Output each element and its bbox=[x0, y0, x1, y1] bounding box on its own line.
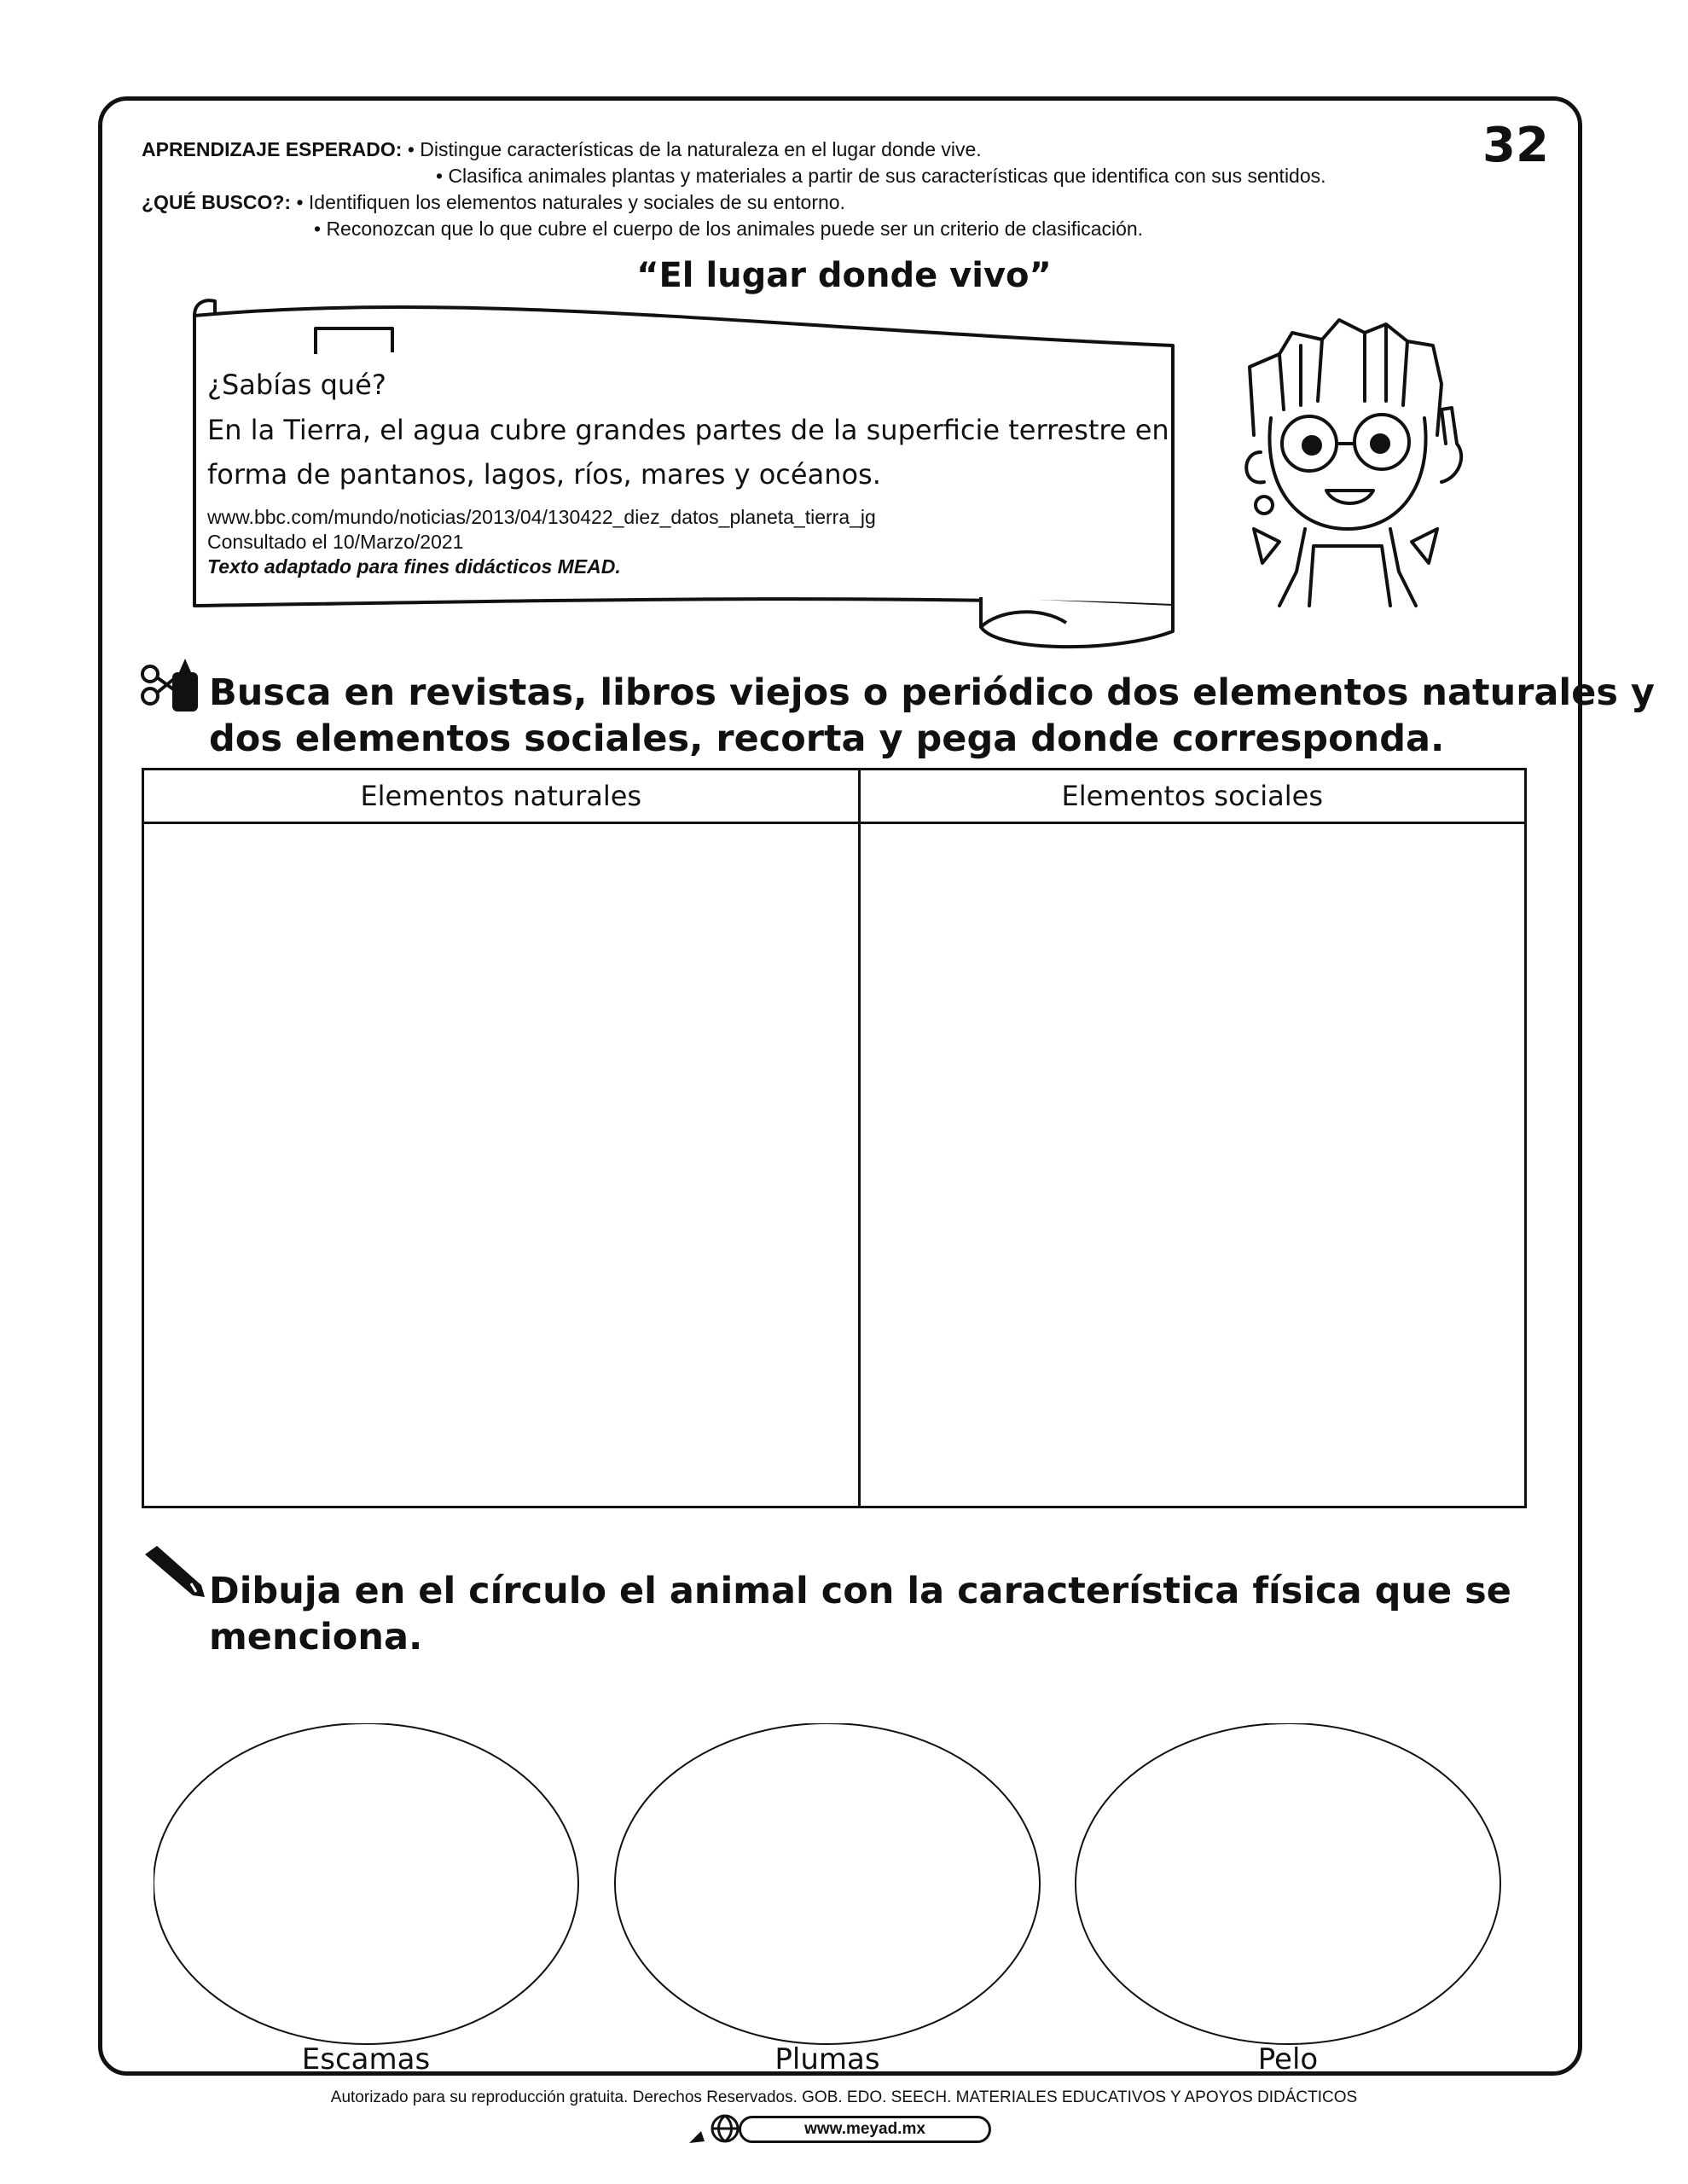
activity2-line-2: menciona. bbox=[209, 1616, 423, 1658]
face bbox=[1269, 418, 1425, 529]
scissor-handle-top bbox=[142, 666, 158, 682]
scissor-handle-bottom bbox=[142, 688, 158, 704]
girl-illustration bbox=[1228, 316, 1484, 610]
circle-plumas[interactable] bbox=[615, 1723, 1040, 2044]
que-busco bbox=[142, 189, 845, 216]
pencil-icon bbox=[138, 1542, 206, 1600]
circle-pelo[interactable] bbox=[1076, 1723, 1500, 2044]
scroll-body-line-1: En la Tierra, el agua cubre grandes partes de la superficie terrestre en bbox=[207, 414, 1169, 446]
overalls bbox=[1309, 546, 1390, 606]
consulted-date: Consultado el 10/Marzo/2021 bbox=[207, 531, 464, 553]
busco-item-1: • Identifiquen los elementos naturales y sociales de su entorno. bbox=[296, 191, 845, 213]
page-title: “El lugar donde vivo” bbox=[636, 256, 1052, 295]
scroll-body-text bbox=[207, 408, 1169, 497]
label-escamas: Escamas bbox=[301, 2042, 431, 2077]
earring bbox=[1256, 497, 1273, 514]
natural-paste-area[interactable] bbox=[143, 823, 860, 1507]
page-number: 32 bbox=[1482, 118, 1549, 173]
circle-escamas[interactable] bbox=[154, 1723, 578, 2044]
footer-url[interactable]: www.meyad.mx bbox=[739, 2116, 991, 2143]
glue-bottle bbox=[172, 672, 198, 712]
cursor-arrow bbox=[689, 2131, 705, 2143]
aprendizaje-item-2: • Clasifica animales plantas y materiales a partir de sus características que identifica con sus sentidos. bbox=[436, 165, 1326, 187]
label-pelo: Pelo bbox=[1257, 2042, 1319, 2077]
activity2-line-1: Dibuja en el círculo el animal con la característica física que se bbox=[209, 1570, 1511, 1612]
activity2-instruction bbox=[209, 1568, 1511, 1660]
activity1-line-1: Busca en revistas, libros viejos o periódico dos elementos naturales y bbox=[209, 671, 1655, 714]
col-social-header: Elementos sociales bbox=[859, 770, 1525, 823]
body-outline bbox=[1279, 529, 1416, 606]
table-header-row bbox=[143, 770, 1526, 823]
cut-paste-table bbox=[142, 768, 1527, 1508]
scroll-body-line-2: forma de pantanos, lagos, ríos, mares y océanos. bbox=[207, 458, 881, 491]
aprendizaje-esperado bbox=[142, 136, 982, 163]
col-natural-header: Elementos naturales bbox=[143, 770, 860, 823]
scroll-heading: ¿Sabías qué? bbox=[207, 369, 386, 401]
busco-label: ¿QUÉ BUSCO?: bbox=[142, 191, 292, 213]
raised-finger bbox=[1441, 408, 1461, 482]
aprendizaje-label: APRENDIZAJE ESPERADO: bbox=[142, 138, 403, 160]
label-plumas: Plumas bbox=[774, 2042, 880, 2077]
busco-item-2: • Reconozcan que lo que cubre el cuerpo de los animales puede ser un criterio de clasificación. bbox=[314, 218, 1144, 240]
ear bbox=[1246, 452, 1264, 482]
glue-cap bbox=[179, 659, 191, 672]
eye-right bbox=[1372, 435, 1389, 452]
scroll-bottom-curl bbox=[981, 597, 1173, 647]
hair bbox=[1250, 320, 1441, 435]
activity1-instruction bbox=[209, 670, 1655, 762]
aprendizaje-item-1: • Distingue características de la naturaleza en el lugar donde vive. bbox=[407, 138, 982, 160]
drawing-circles bbox=[154, 1723, 1535, 2082]
hair-strands bbox=[1279, 326, 1407, 410]
eye-left bbox=[1303, 437, 1320, 454]
mouth bbox=[1326, 491, 1373, 503]
social-paste-area[interactable] bbox=[859, 823, 1525, 1507]
footer-rights: Autorizado para su reproducción gratuita. Derechos Reservados. GOB. EDO. SEECH. MATERIALES EDUCATIVOS Y APOYOS DIDÁCTICOS bbox=[330, 2088, 1358, 2106]
adapted-note: Texto adaptado para fines didácticos MEAD. bbox=[207, 555, 621, 578]
scroll-source bbox=[207, 505, 876, 579]
activity1-line-2: dos elementos sociales, recorta y pega donde corresponda. bbox=[209, 717, 1445, 760]
source-url: www.bbc.com/mundo/noticias/2013/04/130422_diez_datos_planeta_tierra_jg bbox=[207, 506, 876, 528]
table-row bbox=[143, 823, 1526, 1507]
scissors-glue-icon bbox=[140, 657, 206, 715]
